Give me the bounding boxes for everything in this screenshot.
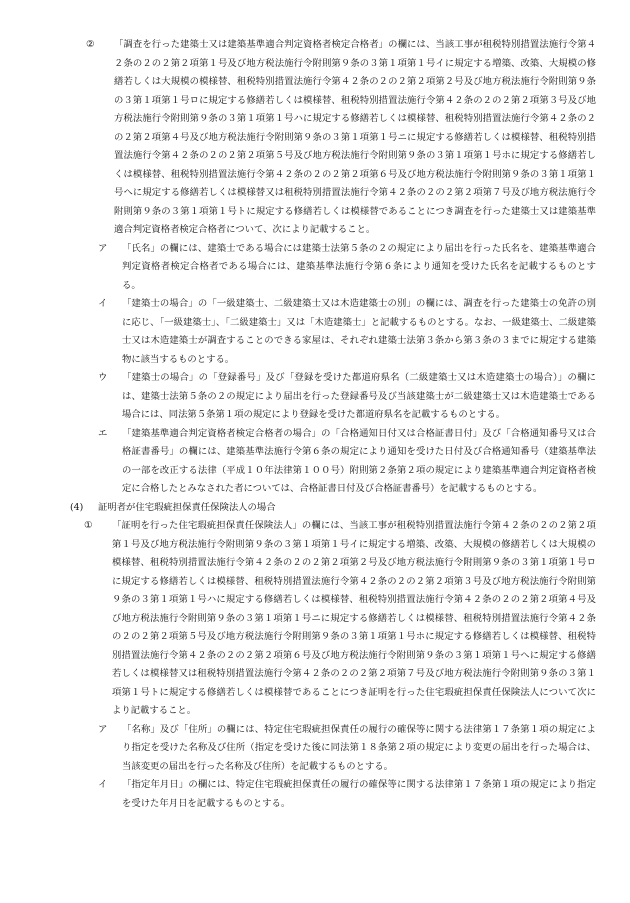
item-text: 「建築士の場合」の「一級建築士、二級建築士又は木造建築士の別」の欄には、調査を行った建築士の免許の別に応じ、「一級建築士」、「二級建築士」又は「木造建築士」と記載するものとする。なお、一級建築士、二級建築士又は木造建築士が調査することのできる家屋は、それぞれ建築士法第３条から第３条の３までに規定する建築物に該当するものとする。 [122, 298, 596, 365]
section-2-paragraph [86, 36, 596, 240]
item-marker: ② [86, 39, 95, 50]
section-marker: (4) [70, 501, 84, 513]
item-marker: ア [98, 242, 108, 254]
item-marker: ア [98, 723, 108, 735]
list-item [98, 295, 596, 369]
item-text: 「名称」及び「住所」の欄には、特定住宅瑕疵担保責任の履行の確保等に関する法律第１７条第１項の規定により指定を受けた名称及び住所（指定を受けた後に同法第１８条第２項の規定により変更の届出を行った場合は、当該変更の届出を行った名称及び住所）を記載するものとする。 [122, 723, 596, 772]
item-marker: ウ [98, 372, 108, 383]
item-text: 「建築士の場合」の「登録番号」及び「登録を受けた都道府県名（二級建築士又は木造建築士の場合）」の欄には、建築士法第５条の２の規定により届出を行った登録番号及び当該建築士が二級建築士又は木造建築士である場合には、同法第５条第１項の規定により登録を受けた都道府県名を記載するものとする。 [122, 372, 596, 420]
item-text: 「指定年月日」の欄には、特定住宅瑕疵担保責任の履行の確保等に関する法律第１７条第１項の規定により指定を受けた年月日を記載するものとする。 [122, 779, 596, 809]
section-heading: 証明者が住宅瑕疵担保責任保険法人の場合 [98, 501, 276, 513]
paragraph-text: 「証明を行った住宅瑕疵担保責任保険法人」の欄には、当該工事が租税特別措置法施行令第４２条の２の２第２項第１号及び地方税法施行令附則第９条の３第１項第１号イに規定する増築、改築、大規模の修繕若しくは大規模の模様替、租税特別措置法施行令第４２条の２の２第２項第２号及び地方税法施行令附則第９条の３第１項第１号ロに規定する修繕若しくは模様替、租税特別措置法施行令第４２条の２の２第２項第３号及び地方税法施行令附則第９条の３第１項第１号ハに規定する修繕若しくは模様替、租税特別措置法施行令第４２条の２の２第２項第４号及び地方税法施行令附則第９条の３第１項第１号ニに規定する修繕若しくは模様替、租税特別措置法施行令第４２条の２の２第２項第５号及び地方税法施行令附則第９条の３第１項第１号ホに規定する修繕若しくは模様替、租税特別措置法施行令第４２条の２の２第２項第６号及び地方税法施行令附則第９条の３第１項第１号へに規定する修繕若しくは模様替又は租税特別措置法施行令第４２条の２の２第２項第７号及び地方税法施行令附則第９条の３第１項第１号トに規定する修繕若しくは模様替であることにつき証明を行った住宅瑕疵担保責任保険法人について次により記載すること。 [112, 520, 596, 716]
list-item [98, 776, 596, 813]
paragraph-text: 「調査を行った建築士又は建築基準適合判定資格者検定合格者」の欄には、当該工事が租税特別措置法施行令第４２条の２の２第２項第１号及び地方税法施行令附則第９条の３第１項第１号イに規定する増築、改築、大規模の修繕若しくは大規模の模様替、租税特別措置法施行令第４２条の２の２第２項第２号及び地方税法施行令附則第９条の３第１項第１号ロに規定する修繕若しくは模様替、租税特別措置法施行令第４２条の２の２第２項第３号及び地方税法施行令附則第９条の３第１項第１号ハに規定する修繕若しくは模様替、租税特別措置法施行令第４２条の２の２第２項第４号及び地方税法施行令附則第９条の３第１項第１号ニに規定する修繕若しくは模様替、租税特別措置法施行令第４２条の２の２第２項第５号及び地方税法施行令附則第９条の３第１項第１号ホに規定する修繕若しくは模様替、租税特別措置法施行令第４２条の２の２第２項第６号及び地方税法施行令附則第９条の３第１項第１号へに規定する修繕若しくは模様替又は租税特別措置法施行令第４２条の２の２第２項第７号及び地方税法施行令附則第９条の３第１項第１号トに規定する修繕若しくは模様替であることにつき調査を行った建築士又は建築基準適合判定資格者検定合格者について、次により記載すること。 [114, 39, 596, 235]
section-4-heading [70, 499, 596, 518]
item-marker: イ [98, 298, 108, 309]
item-marker: ① [84, 520, 93, 531]
list-item [98, 240, 596, 296]
item-marker: エ [98, 427, 108, 439]
list-item [98, 721, 596, 777]
section-4-1-paragraph [84, 517, 596, 721]
item-text: 「氏名」の欄には、建築士である場合には建築士法第５条の２の規定により届出を行った氏名を、建築基準適合判定資格者検定合格者である場合には、建築基準法施行令第６条により通知を受けた氏名を記載するものとする。 [122, 242, 596, 291]
list-item [98, 425, 596, 499]
item-marker: イ [98, 779, 108, 790]
item-text: 「建築基準適合判定資格者検定合格者の場合」の「合格通知日付又は合格証書日付」及び「合格通知番号又は合格証書番号」の欄には、建築基準法施行令第６条の規定により通知を受けた日付及び合格通知番号（建築基準法の一部を改正する法律（平成１０年法律第１００号）附則第２条第２項の規定により建築基準適合判定資格者検定に合格したとみなされた者については、合格証書日付及び合格証書番号）を記載するものとする。 [122, 427, 596, 494]
list-item [98, 369, 596, 425]
